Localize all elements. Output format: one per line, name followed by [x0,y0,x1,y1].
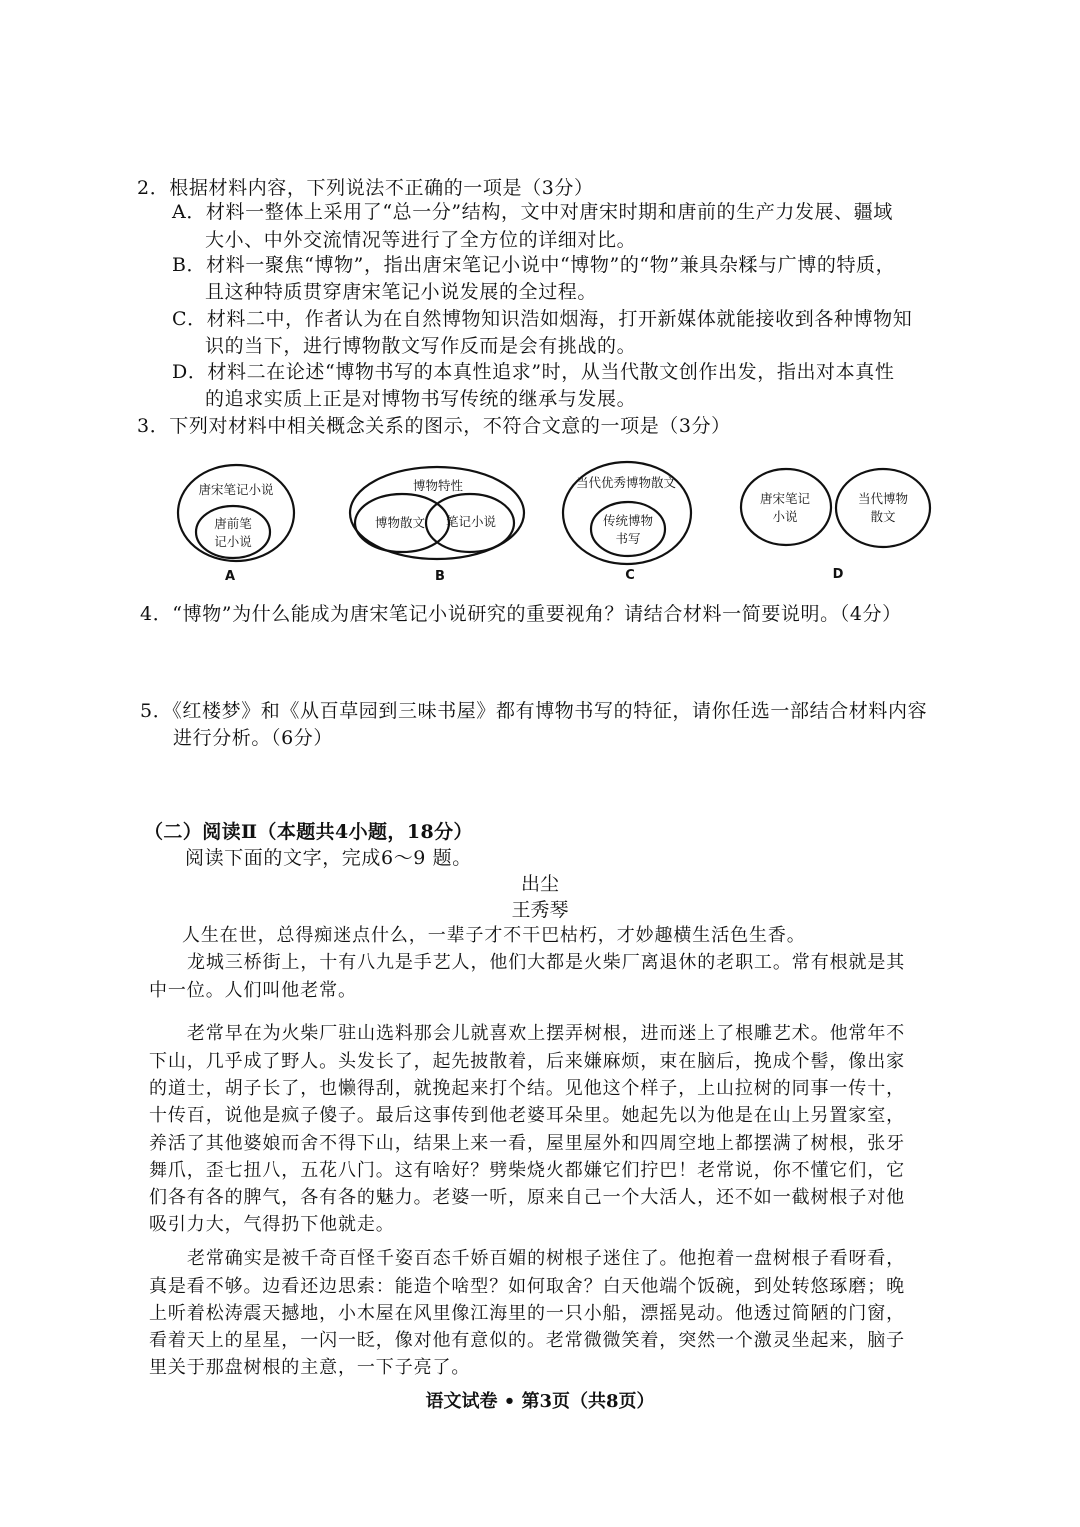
question-2-option-c-line1: C．材料二中，作者认为在自然博物知识浩如烟海，打开新媒体就能接收到各种博物知 [172,308,913,330]
diagram-a-inner-label-2: 记小说 [214,534,252,549]
article-line: 的道士，胡子长了，也懒得刮，就挽起来打个结。见他这个样子，上山拉树的同事一传十， [149,1078,905,1099]
article-line: 龙城三桥街上，十有八九是手艺人，他们大都是火柴厂离退休的老职工。常有根就是其 [187,952,906,973]
article-line: 上听着松涛震天撼地，小木屋在风里像江海里的一只小船，漂摇晃动。他透过简陋的门窗， [149,1303,905,1324]
question-2-option-b-line1: B．材料一聚焦“博物”，指出唐宋笔记小说中“博物”的“物”兼具杂糅与广博的特质， [172,254,896,276]
diagram-a-letter: A [224,569,236,584]
question-2-option-d-line2: 的追求实质上正是对博物书写传统的继承与发展。 [205,388,637,410]
question-2-option-a-line1: A．材料一整体上采用了“总一分”结构，文中对唐宋时期和唐前的生产力发展、疆域 [172,201,893,223]
article-line: 中一位。人们叫他老常。 [149,980,357,1001]
section-instruction: 阅读下面的文字，完成6～9 题。 [185,847,472,869]
question-2-stem: 2．根据材料内容，下列说法不正确的一项是（3分） [137,177,594,199]
diagram-b-outer-label: 博物特性 [412,478,464,493]
diagram-c-inner-label-1: 传统博物 [602,513,654,528]
article-line: 十传百，说他是疯子傻子。最后这事传到他老婆耳朵里。她起先以为他是在山上另置家室， [149,1105,905,1126]
diagram-d-right-label-1: 当代博物 [857,491,909,506]
article-title: 出尘 [520,873,559,895]
article-author: 王秀琴 [511,899,569,921]
question-2-option-a-line2: 大小、中外交流情况等进行了全方位的详细对比。 [205,229,637,251]
concept-diagrams [0,0,1080,600]
diagram-c-inner-circle [591,502,665,556]
diagram-b-left-label: 博物散文 [374,515,426,530]
question-4-stem: 4．“博物”为什么能成为唐宋笔记小说研究的重要视角？请结合材料一简要说明。（4分） [140,603,902,625]
article-line: 下山，几乎成了野人。头发长了，起先披散着，后来嫌麻烦，束在脑后，挽成个髻，像出家 [149,1051,905,1072]
article-line: 真是看不够。边看还边思索：能造个啥型？如何取舍？白天他端个饭碗，到处转悠琢磨；晚 [149,1276,905,1297]
question-2-option-d-line1: D．材料二在论述“博物书写的本真性追求”时，从当代散文创作出发，指出对本真性 [172,361,895,383]
diagram-b-right-label: 笔记小说 [445,514,497,529]
article-line: 里关于那盘树根的主意，一下子亮了。 [149,1357,471,1378]
article-line: 人生在世，总得痴迷点什么，一辈子才不干巴枯朽，才妙趣横生活色生香。 [182,925,806,946]
diagram-d [741,469,930,582]
article-line: 看着天上的星星，一闪一眨，像对他有意似的。老常微微笑着，突然一个激灵坐起来，脑子 [149,1330,905,1351]
question-2-option-b-line2: 且这种特质贯穿唐宋笔记小说发展的全过程。 [205,281,598,303]
diagram-a-inner-circle [196,506,270,558]
diagram-a-inner-label-1: 唐前笔 [214,516,252,531]
diagram-d-left-label-1: 唐宋笔记 [759,491,811,506]
article-line: 养活了其他婆娘而舍不得下山，结果上来一看，屋里屋外和四周空地上都摆满了树根，张牙 [149,1133,905,1154]
article-line: 老常确实是被千奇百怪千姿百态千娇百媚的树根子迷住了。他抱着一盘树根子看呀看， [187,1248,906,1269]
section-title: （二）阅读Ⅱ（本题共4小题，18分） [144,821,473,843]
article-line: 舞爪，歪七扭八，五花八门。这有啥好？劈柴烧火都嫌它们拧巴！老常说，你不懂它们，它 [149,1160,905,1181]
diagram-d-right-label-2: 散文 [870,509,896,524]
diagram-b-letter: B [435,569,445,584]
article-line: 老常早在为火柴厂驻山选料那会儿就喜欢上摆弄树根，进而迷上了根雕艺术。他常年不 [187,1023,906,1044]
article-line: 们各有各的脾气，各有各的魅力。老婆一听，原来自己一个大活人，还不如一截树根子对他 [149,1187,905,1208]
diagram-c-outer-label: 当代优秀博物散文 [575,475,677,490]
diagram-c [563,462,691,583]
diagram-d-letter: D [832,567,844,582]
diagram-c-inner-label-2: 书写 [615,531,641,546]
diagram-d-right-circle [836,469,930,547]
diagram-d-left-label-2: 小说 [772,509,798,524]
article-line: 吸引力大，气得扔下他就走。 [149,1214,395,1235]
diagram-b [350,467,524,584]
diagram-a-outer-label: 唐宋笔记小说 [198,482,274,497]
question-2-option-c-line2: 识的当下，进行博物散文写作反而是会有挑战的。 [205,335,637,357]
diagram-d-left-circle [741,469,831,545]
question-5-stem-line1: 5．《红楼梦》和《从百草园到三味书屋》都有博物书写的特征，请你任选一部结合材料内容 [140,700,928,722]
diagram-c-letter: C [625,568,635,583]
page-footer: 语文试卷 • 第3页（共8页） [425,1391,655,1412]
diagram-a [178,465,294,584]
question-3-stem: 3．下列对材料中相关概念关系的图示，不符合文意的一项是（3分） [137,415,731,437]
question-5-stem-line2: 进行分析。（6分） [173,727,333,749]
